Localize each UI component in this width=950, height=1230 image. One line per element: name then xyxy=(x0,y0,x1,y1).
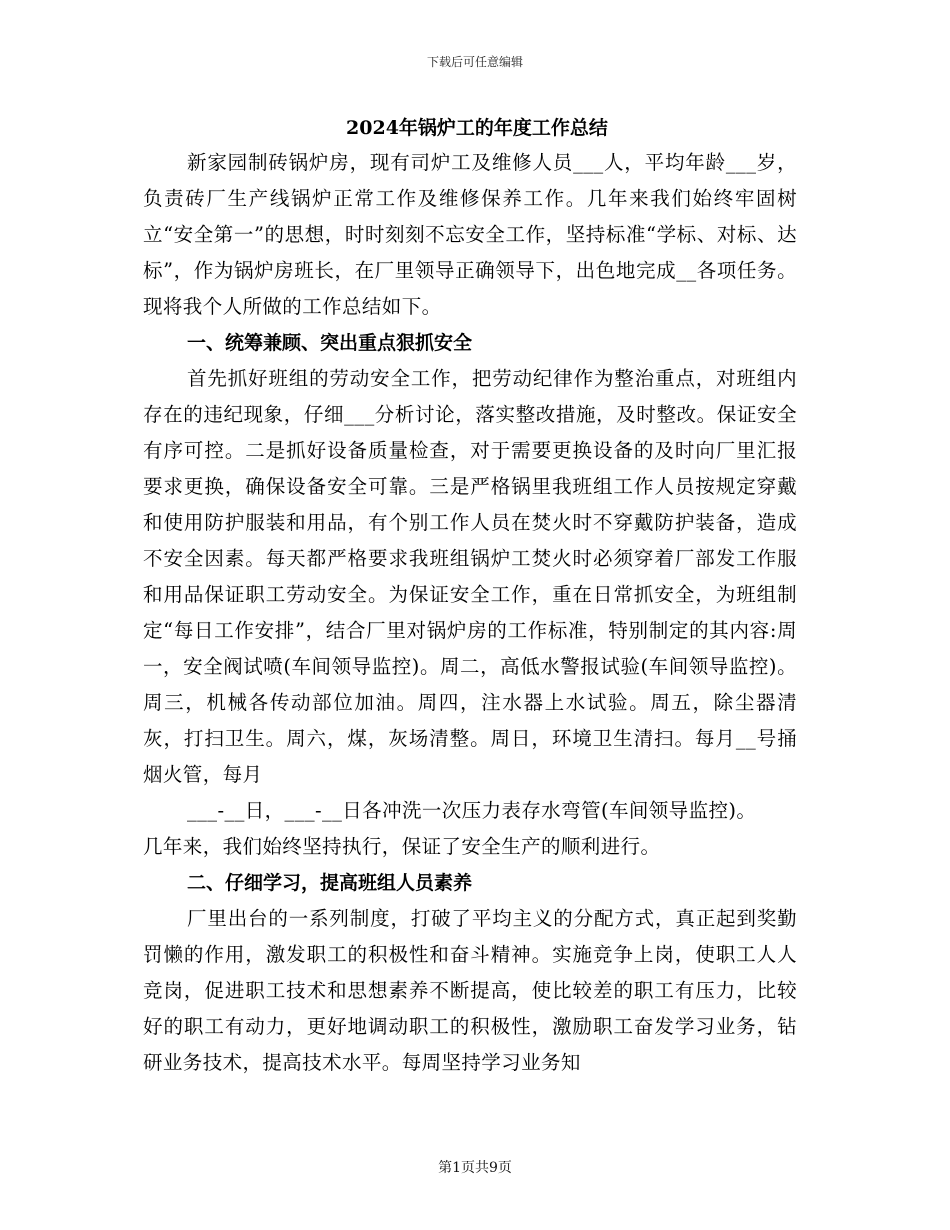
section-1-paragraph: 首先抓好班组的劳动安全工作，把劳动纪律作为整治重点，对班组内存在的违纪现象，仔细___分析讨论，落实整改措施，及时整改。保证安全有序可控。二是抓好设备质量检查，对于需要更换设备的及时向厂里汇报要求更换，确保设备安全可靠。三是严格锅里我班组工作人员按规定穿戴和使用防护服装和用品，有个别工作人员在焚火时不穿戴防护装备，造成不安全因素。每天都严格要求我班组锅炉工焚火时必须穿着厂部发工作服和用品保证职工劳动安全。为保证安全工作，重在日常抓安全，为班组制定“每日工作安排”，结合厂里对锅炉房的工作标准，特别制定的其内容:周一，安全阀试喷(车间领导监控)。周二，高低水警报试验(车间领导监控)。周三，机械各传动部位加油。周四，注水器上水试验。周五，除尘器清灰，打扫卫生。周六，煤，灰场清整。周日，环境卫生清扫。每月__号捅烟火管，每月 xyxy=(143,367,797,786)
page-footer: 第1页共9页 xyxy=(438,1160,512,1176)
page-header: 下载后可任意编辑 xyxy=(426,55,523,69)
section-1-closing-line: 几年来，我们始终坚持执行，保证了安全生产的顺利进行。 xyxy=(143,835,661,858)
intro-paragraph: 新家园制砖锅炉房，现有司炉工及维修人员___人，平均年龄___岁，负责砖厂生产线锅炉正常工作及维修保养工作。几年来我们始终牢固树立“安全第一”的思想，时时刻刻不忘安全工作，坚持标准“学标、对标、达标”，作为锅炉房班长，在厂里领导正确领导下，出色地完成__各项任务。现将我个人所做的工作总结如下。 xyxy=(143,151,797,318)
document-body xyxy=(143,111,797,1081)
section-1-heading: 一、统筹兼顾、突出重点狠抓安全 xyxy=(187,332,473,354)
section-1-continuation-line: ___-__日，___-__日各冲洗一次压力表存水弯管(车间领导监控)。 xyxy=(187,799,757,822)
document-title: 2024年锅炉工的年度工作总结 xyxy=(346,117,608,139)
section-2-paragraph: 厂里出台的一系列制度，打破了平均主义的分配方式，真正起到奖勤罚懒的作用，激发职工的积极性和奋斗精神。实施竞争上岗，使职工人人竞岗，促进职工技术和思想素养不断提高，使比较差的职工有压力，比较好的职工有动力，更好地调动职工的积极性，激励职工奋发学习业务，钻研业务技术，提高技术水平。每周坚持学习业务知 xyxy=(143,907,797,1074)
section-2-heading: 二、仔细学习，提高班组人员素养 xyxy=(187,872,473,894)
